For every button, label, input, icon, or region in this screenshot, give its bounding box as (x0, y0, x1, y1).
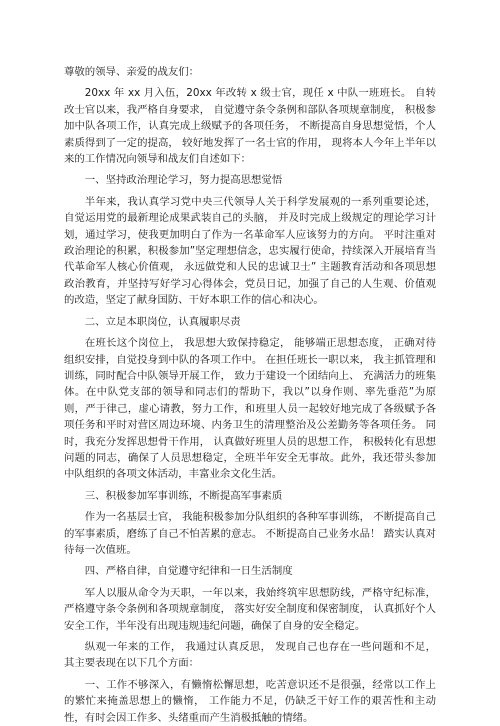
intro-paragraph: 20xx 年 xx 月入伍，20xx 年改转 x 级士官，现任 x 中队一班班长。 自转改士官以来，我严格自身要求， 自觉遵守条令条例和部队各项规章制度， 积极参加中队各项工作，认真完成上级赋予的各项任务， 不断提高自身思想觉悟，个人素质得到了一定的提高， 较好地发挥了一名士官的作用， 现将本人今年上半年以来的工作情况向领导和战友们自述如下： (64, 87, 436, 166)
section-3-heading: 三、积极参加军事训练，不断提高军事素质 (84, 489, 283, 502)
section-2-paragraph: 在班长这个岗位上， 我思想大致保持稳定， 能够端正思想态度， 正确对待组织安排，自觉投身到中队的各项工作中。 在担任班长一职以来， 我主抓管理和训练，同时配合中队领导开展工作， 致力于建设一个团结向上、 充满活力的班集体。在中队党支部的领导和同志们的帮助下，我以”以身作则、率先垂范”为原则，严于律己，虚心请教，努力工作，和班里人员一起较好地完成了各级赋予各项任务和平时对营区周边环境、内务卫生的清理整治及公差勤务等各项任务。 同时，我充分发挥思想骨干作用， 认真做好班里人员的思想工作， 积极转化有思想问题的同志，确保了人员思想稳定，全班半年安全无事故。此外，我还带头参加中队组织的各项文体活动，丰富业余文化生活。 (64, 337, 436, 481)
section-1-heading: 一、坚持政治理论学习，努力提高思想觉悟 (84, 174, 283, 187)
reflection-paragraph: 纵观一年来的工作， 我通过认真反思， 发现自己也存在一些问题和不足， 其主要表现在以下几个方面： (64, 641, 436, 670)
greeting: 尊敬的领导、亲爱的战友们： (64, 66, 200, 78)
section-2-heading: 二、立足本职岗位，认真履职尽责 (84, 315, 241, 328)
section-3-paragraph: 作为一名基层士官， 我能积极参加分队组织的各种军事训练， 不断提高自己的军事素质，磨练了自己不怕苦累的意志。 不断提高自己业务水品！ 踏实认真对待每一次值班。 (64, 511, 436, 556)
section-4-heading: 四、严格自律，自觉遵守纪律和一日生活制度 (84, 565, 293, 578)
section-1-paragraph: 半年来，我认真学习党中央三代领导人关于科学发展观的一系列重要论述，自觉运用党的最新理论成果武装自己的头脑， 并及时完成上级规定的理论学习计划，通过学习，使我更加明白了作为一名革命军人应该努力的方向。 平时注重对政治理论的积累，积极参加”坚定理想信念，忠实履行使命，持续深入开展培育当代革命军人核心价值观， 永远做党和人民的忠诚卫士” 主题教育活动和各项思想政治教育，并坚持写好学习心得体会，党员日记，加强了自己的人生观、价值观的改造，坚定了献身国防、干好本职工作的信心和决心。 (64, 195, 436, 307)
section-4-paragraph: 军人以服从命令为天职，一年以来，我始终筑牢思想防线，严格守纪标准，严格遵守条令条例和各项规章制度， 落实好安全制度和保密制度， 认真抓好个人安全工作，半年没有出现违规违纪问题，确保了自身的安全稳定。 (64, 586, 436, 632)
issue-1-paragraph: 一、工作不够深入，有懒惰松懈思想，吃苦意识还不是很强，经常以工作上的繁忙来掩盖思想上的懒惰， 工作能力不足，仍缺乏干好工作的艰苦性和主动性，有时会因工作多、头绪重而产生消极抵触的情绪。 (64, 678, 436, 724)
